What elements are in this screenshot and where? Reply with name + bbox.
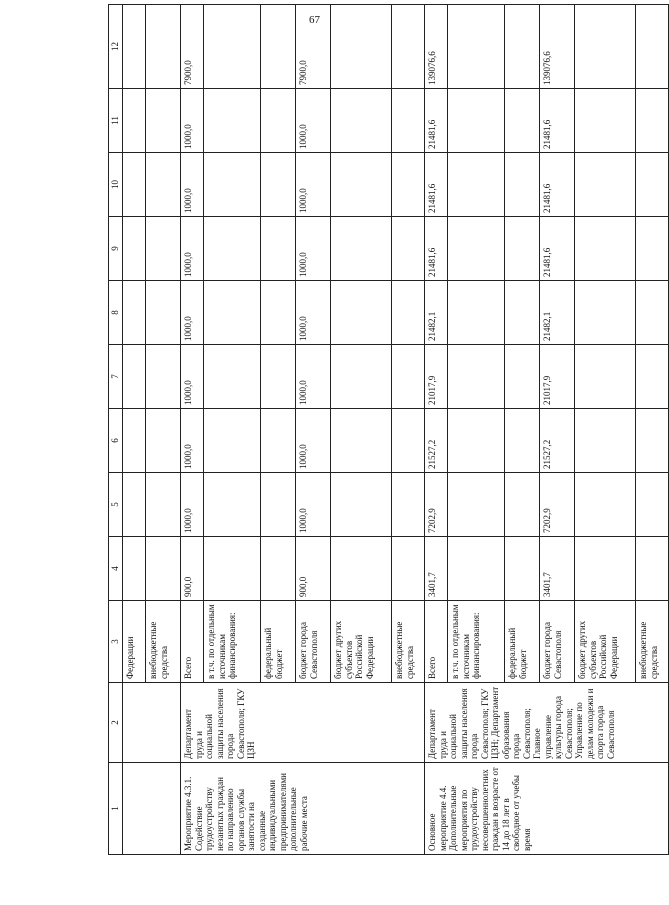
funding-source-cell: Федерации <box>123 601 146 683</box>
value-cell <box>505 473 540 537</box>
value-cell <box>505 89 540 153</box>
value-cell: 1000,0 <box>181 153 204 217</box>
value-cell <box>331 281 392 345</box>
table-body <box>123 5 669 855</box>
funding-source-cell: федеральный бюджет <box>261 601 296 683</box>
value-cell <box>636 473 669 537</box>
value-cell: 1000,0 <box>181 89 204 153</box>
value-cell <box>575 537 636 601</box>
value-cell <box>331 409 392 473</box>
column-number: 12 <box>109 5 123 89</box>
value-cell: 21481,6 <box>425 153 448 217</box>
value-cell: 7900,0 <box>296 5 331 89</box>
value-cell <box>575 153 636 217</box>
funding-source-cell: бюджет других субъектов Российской Федерации <box>331 601 392 683</box>
value-cell <box>146 537 181 601</box>
value-cell <box>261 473 296 537</box>
funding-source-cell: бюджет города Севастополя <box>540 601 575 683</box>
value-cell <box>331 345 392 409</box>
value-cell <box>448 89 505 153</box>
value-cell <box>204 217 261 281</box>
value-cell: 1000,0 <box>181 409 204 473</box>
funding-source-cell: в т.ч. по отдельным источникам финансирования: <box>448 601 505 683</box>
column-number: 1 <box>109 763 123 855</box>
value-cell: 21481,6 <box>425 89 448 153</box>
column-number: 4 <box>109 537 123 601</box>
value-cell <box>505 537 540 601</box>
table-row <box>123 5 146 855</box>
value-cell <box>146 5 181 89</box>
value-cell <box>261 5 296 89</box>
value-cell <box>505 345 540 409</box>
value-cell: 139076,6 <box>540 5 575 89</box>
value-cell <box>392 345 425 409</box>
value-cell <box>204 473 261 537</box>
value-cell <box>392 89 425 153</box>
rotated-table-container <box>108 42 659 855</box>
value-cell <box>146 345 181 409</box>
value-cell <box>636 345 669 409</box>
value-cell <box>575 345 636 409</box>
value-cell: 21482,1 <box>425 281 448 345</box>
value-cell <box>505 409 540 473</box>
column-number: 9 <box>109 217 123 281</box>
value-cell <box>261 345 296 409</box>
column-number: 7 <box>109 345 123 409</box>
value-cell: 21482,1 <box>540 281 575 345</box>
funding-source-cell: бюджет других субъектов Российской Федерации <box>575 601 636 683</box>
value-cell <box>331 473 392 537</box>
value-cell: 21017,9 <box>540 345 575 409</box>
value-cell <box>146 217 181 281</box>
value-cell <box>261 89 296 153</box>
value-cell <box>146 89 181 153</box>
executor-cell: Департамент труда и социальной защиты населения города Севастополя; ГКУ ЦЗН; Департамент образования города Севастополя; Главное управление культуры города Севастополя; Управление по делам молодежи и спорта города Севастополя <box>425 683 669 763</box>
column-number: 6 <box>109 409 123 473</box>
value-cell <box>636 537 669 601</box>
value-cell <box>123 89 146 153</box>
value-cell <box>636 5 669 89</box>
value-cell <box>123 537 146 601</box>
value-cell <box>123 5 146 89</box>
funding-source-cell: бюджет города Севастополя <box>296 601 331 683</box>
value-cell: 139076,6 <box>425 5 448 89</box>
value-cell <box>331 217 392 281</box>
value-cell <box>204 89 261 153</box>
funding-source-cell: внебюджетные средства <box>636 601 669 683</box>
value-cell <box>392 217 425 281</box>
value-cell <box>575 5 636 89</box>
value-cell: 21481,6 <box>540 217 575 281</box>
measure-name-cell: Мероприятие 4.3.1. Содействие трудоустройству незанятых граждан по направлению органов службы занятости на созданные индивидуальными предпринимателями дополнительные рабочие места <box>181 763 425 855</box>
funding-source-cell: Всего <box>425 601 448 683</box>
value-cell <box>392 5 425 89</box>
value-cell <box>204 281 261 345</box>
value-cell <box>636 281 669 345</box>
value-cell: 1000,0 <box>296 345 331 409</box>
value-cell <box>575 409 636 473</box>
funding-table <box>108 4 669 855</box>
measure-name-cell: Основное мероприятие 4.4. Дополнительные мероприятия по трудоустройству несовершеннолетних граждан в возрасте от 14 до 18 лет в свободное от учебы время <box>425 763 669 855</box>
value-cell: 1000,0 <box>296 473 331 537</box>
value-cell <box>261 281 296 345</box>
value-cell <box>204 5 261 89</box>
value-cell: 1000,0 <box>181 281 204 345</box>
value-cell <box>146 281 181 345</box>
value-cell <box>331 89 392 153</box>
funding-source-cell: внебюджетные средства <box>146 601 181 683</box>
value-cell <box>261 153 296 217</box>
value-cell: 1000,0 <box>296 89 331 153</box>
value-cell <box>448 281 505 345</box>
value-cell <box>392 153 425 217</box>
value-cell: 21481,6 <box>425 217 448 281</box>
page-number: 67 <box>309 14 320 26</box>
value-cell <box>505 217 540 281</box>
column-number: 2 <box>109 683 123 763</box>
value-cell <box>636 217 669 281</box>
value-cell <box>123 473 146 537</box>
value-cell: 21017,9 <box>425 345 448 409</box>
column-number: 10 <box>109 153 123 217</box>
value-cell <box>505 5 540 89</box>
table-row <box>425 5 448 855</box>
value-cell <box>448 345 505 409</box>
value-cell <box>204 345 261 409</box>
value-cell: 7202,9 <box>540 473 575 537</box>
value-cell <box>392 473 425 537</box>
value-cell: 21481,6 <box>540 89 575 153</box>
value-cell <box>636 409 669 473</box>
value-cell <box>392 537 425 601</box>
value-cell <box>575 281 636 345</box>
value-cell <box>575 473 636 537</box>
value-cell: 1000,0 <box>181 217 204 281</box>
funding-source-cell: Всего <box>181 601 204 683</box>
value-cell <box>123 345 146 409</box>
value-cell: 900,0 <box>296 537 331 601</box>
value-cell: 7900,0 <box>181 5 204 89</box>
value-cell <box>146 409 181 473</box>
value-cell <box>261 409 296 473</box>
value-cell <box>261 537 296 601</box>
value-cell <box>146 153 181 217</box>
value-cell <box>146 473 181 537</box>
value-cell: 21527,2 <box>425 409 448 473</box>
value-cell <box>123 217 146 281</box>
column-number: 11 <box>109 89 123 153</box>
value-cell: 21481,6 <box>540 153 575 217</box>
value-cell <box>636 89 669 153</box>
measure-cell-continued <box>123 763 181 855</box>
value-cell <box>392 281 425 345</box>
value-cell <box>123 281 146 345</box>
value-cell <box>331 537 392 601</box>
value-cell <box>448 5 505 89</box>
funding-source-cell: внебюджетные средства <box>392 601 425 683</box>
value-cell <box>204 537 261 601</box>
value-cell <box>505 153 540 217</box>
value-cell <box>448 217 505 281</box>
value-cell: 1000,0 <box>181 473 204 537</box>
value-cell <box>448 473 505 537</box>
table-row <box>181 5 204 855</box>
value-cell <box>331 153 392 217</box>
value-cell: 1000,0 <box>296 409 331 473</box>
column-number-row <box>109 5 123 855</box>
value-cell <box>204 409 261 473</box>
funding-source-cell: федеральный бюджет <box>505 601 540 683</box>
value-cell <box>448 409 505 473</box>
value-cell <box>575 89 636 153</box>
executor-cell-continued <box>123 683 181 763</box>
value-cell: 3401,7 <box>425 537 448 601</box>
value-cell: 1000,0 <box>181 345 204 409</box>
value-cell: 1000,0 <box>296 281 331 345</box>
value-cell: 7202,9 <box>425 473 448 537</box>
value-cell: 900,0 <box>181 537 204 601</box>
value-cell: 1000,0 <box>296 217 331 281</box>
value-cell <box>505 281 540 345</box>
value-cell <box>123 409 146 473</box>
value-cell <box>448 537 505 601</box>
column-number: 8 <box>109 281 123 345</box>
funding-source-cell: в т.ч. по отдельным источникам финансирования: <box>204 601 261 683</box>
value-cell <box>204 153 261 217</box>
value-cell <box>331 5 392 89</box>
value-cell <box>575 217 636 281</box>
value-cell <box>636 153 669 217</box>
value-cell: 1000,0 <box>296 153 331 217</box>
column-number: 3 <box>109 601 123 683</box>
value-cell <box>392 409 425 473</box>
value-cell <box>123 153 146 217</box>
value-cell <box>448 153 505 217</box>
value-cell <box>261 217 296 281</box>
column-number: 5 <box>109 473 123 537</box>
value-cell: 3401,7 <box>540 537 575 601</box>
value-cell: 21527,2 <box>540 409 575 473</box>
executor-cell: Департамент труда и социальной защиты населения города Севастополя; ГКУ ЦЗН <box>181 683 425 763</box>
